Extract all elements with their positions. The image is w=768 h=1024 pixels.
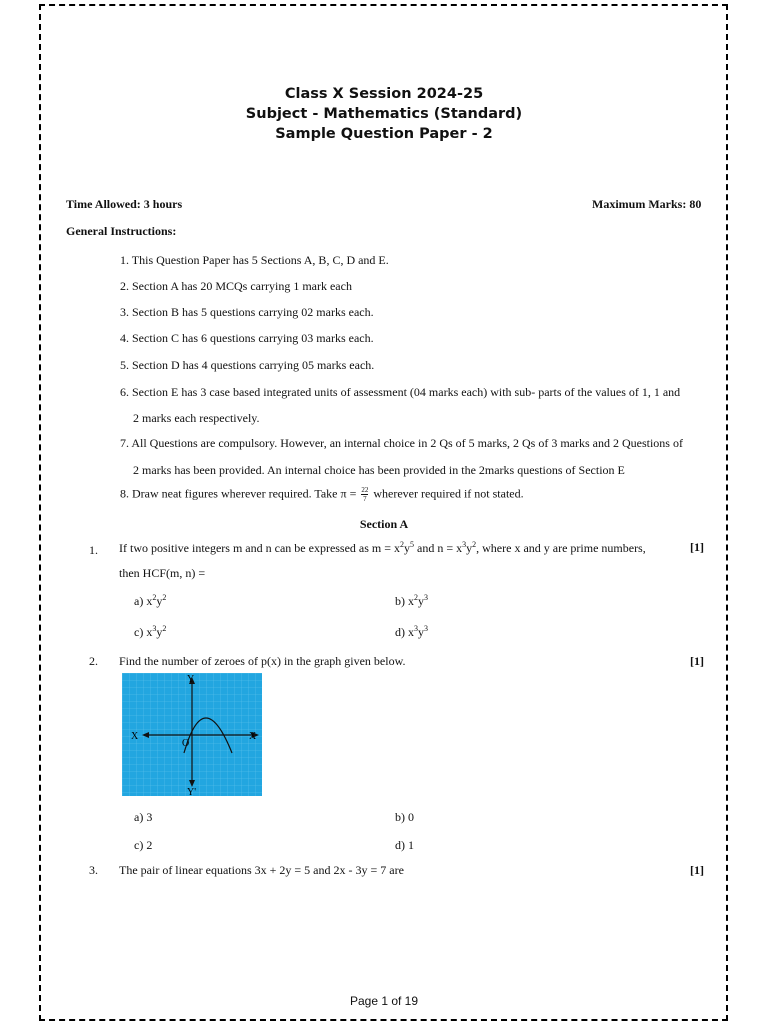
instruction-7: 7. All Questions are compulsory. However, an internal choice in 2 Qs of 5 marks, 2 Qs of 3 marks and 2 Questions of (120, 436, 683, 450)
q2-option-a: a) 3 (134, 810, 153, 824)
instruction-8 (120, 486, 524, 503)
page-number: Page 1 of 19 (349, 994, 419, 1008)
instruction-5: 5. Section D has 4 questions carrying 05 marks each. (120, 358, 375, 372)
time-allowed: Time Allowed: 3 hours (66, 197, 183, 211)
instruction-8-tail: wherever required if not stated. (373, 486, 524, 501)
q2-text: Find the number of zeroes of p(x) in the graph given below. (119, 654, 406, 668)
label-y: Y (187, 674, 195, 685)
label-origin: O (182, 738, 190, 749)
q1-number: 1. (89, 543, 98, 557)
q3-marks: [1] (690, 863, 704, 877)
q2-option-b: b) 0 (395, 810, 414, 824)
instruction-6-continued: 2 marks each respectively. (133, 411, 260, 425)
q1-option-a: a) $x^2y^2$ (134, 593, 167, 608)
header-subject: Subject - Mathematics (Standard) (245, 106, 523, 122)
label-y-neg: Y' (187, 787, 197, 796)
q1-text-line2: then HCF(m, n) = (119, 566, 206, 580)
instruction-2: 2. Section A has 20 MCQs carrying 1 mark each (120, 279, 352, 293)
q1-marks: [1] (690, 540, 704, 554)
q3-number: 3. (89, 863, 98, 877)
q2-option-c: c) 2 (134, 838, 153, 852)
q1-option-d: d) $x^3y^3$ (395, 624, 428, 639)
maximum-marks: Maximum Marks: 80 (592, 197, 702, 211)
section-a-heading: Section A (359, 517, 409, 531)
instruction-1: 1. This Question Paper has 5 Sections A, B, C, D and E. (120, 253, 389, 267)
q2-marks: [1] (690, 654, 704, 668)
instruction-8-text: 8. Draw neat figures wherever required. Take π = (120, 486, 357, 501)
q2-number: 2. (89, 654, 98, 668)
polynomial-graph (122, 673, 262, 796)
q1-option-c: c) $x^3y^2$ (134, 624, 167, 639)
label-x: X (249, 731, 257, 742)
q1-text: If two positive integers m and n can be expressed as $m = x^2y^5$ and $n = x^3y^2$, where x and y are prime numbers, (119, 540, 646, 555)
q3-text: The pair of linear equations 3x + 2y = 5 and 2x - 3y = 7 are (119, 863, 404, 877)
label-x-neg: X (131, 731, 139, 742)
instructions-heading: General Instructions: (66, 224, 177, 238)
instruction-7-continued: 2 marks has been provided. An internal choice has been provided in the 2marks questions of Section E (133, 463, 625, 477)
header-class-session: Class X Session 2024-25 (284, 86, 484, 102)
header-paper-title: Sample Question Paper - 2 (275, 126, 493, 142)
pi-fraction: $\frac{22}{7}$ (361, 486, 369, 503)
instruction-4: 4. Section C has 6 questions carrying 03 marks each. (120, 331, 374, 345)
q2-option-d: d) 1 (395, 838, 414, 852)
instruction-3: 3. Section B has 5 questions carrying 02 marks each. (120, 305, 374, 319)
instruction-6: 6. Section E has 3 case based integrated units of assessment (04 marks each) with sub- parts of the values of 1, 1 and (120, 385, 681, 399)
q1-option-b: b) $x^2y^3$ (395, 593, 428, 608)
